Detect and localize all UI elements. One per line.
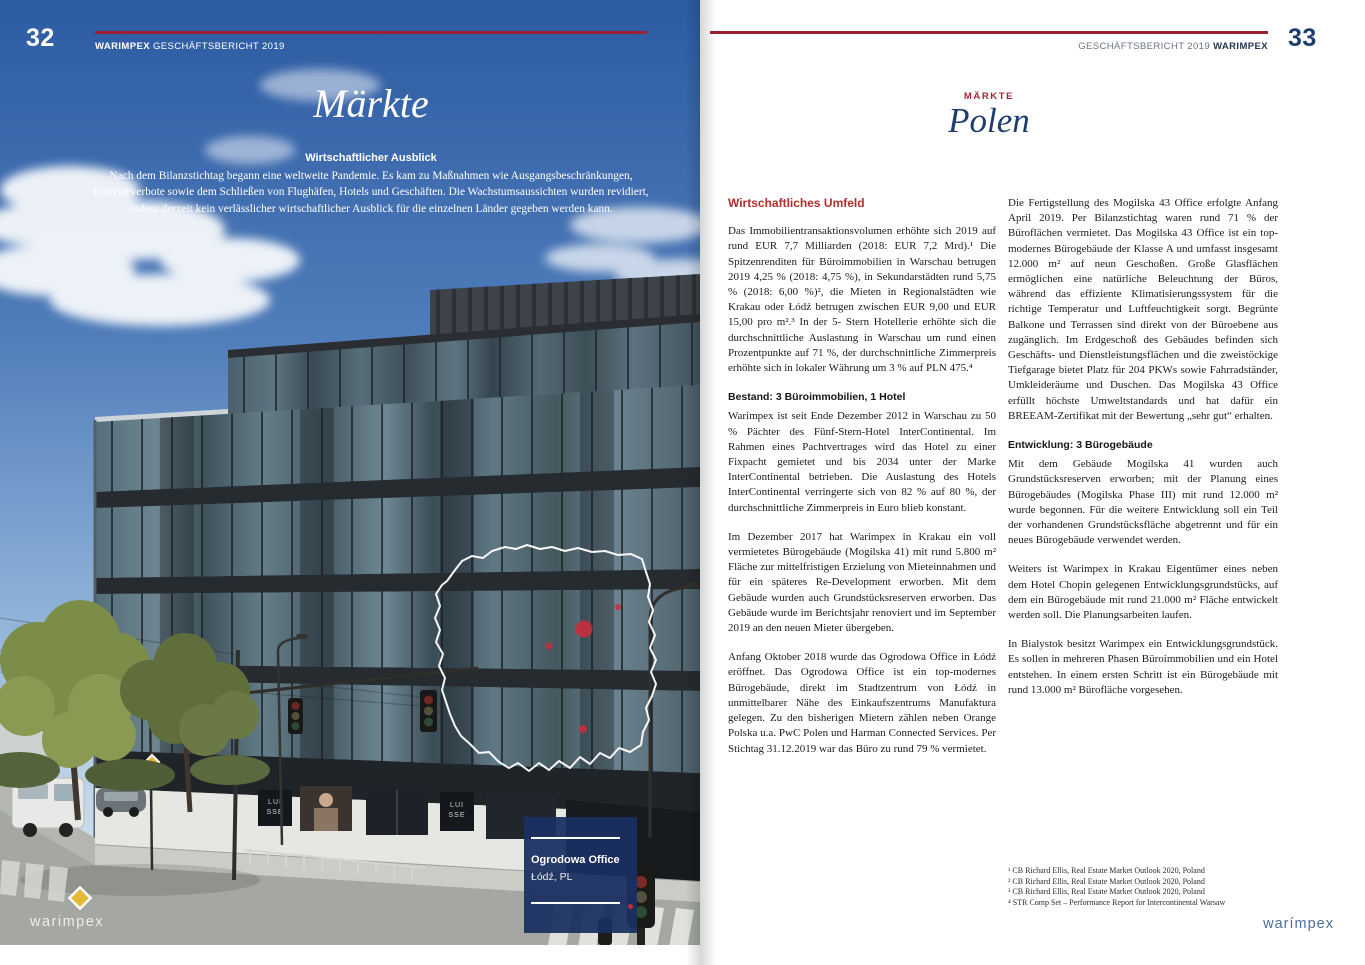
traffic-light [420,690,437,732]
footnote-item: ¹ CB Richard Ellis, Real Estate Market Outlook 2020, Poland [1008,866,1205,875]
footnotes [1008,866,1293,908]
brand-name: WARIMPEX [1213,41,1268,52]
page-fold-shadow [700,0,716,965]
map-dot [615,604,621,610]
caption-title: Ogrodowa Office [531,854,620,866]
paragraph: Warimpex ist seit Ende Dezember 2012 in Warschau zu 50 % Pächter des Fünf-Stern-Hotel InterContinental. Im Rahmen eines Pachtvertrages wird das Hotel zu einer Fixpacht gemietet und bis 2034 unter der Marke InterContinental betrieben. Die Auslastung des Hotels InterContinental verringerte sich von 82 % auf 80 %, der durchschnittliche Zimmerpreis in Euro blieb konstant. [728,410,996,514]
paragraph: Im Dezember 2017 hat Warimpex in Krakau ein voll vermietetes Bürogebäude (Mogilska 41) mit rund 5.800 m² Fläche zur mittelfristigen Erzielung von Mieteinnahmen und für ein späteres Re-Development erworben. Mit dem Gebäude wurden auch Grundstücksreserven erworben. Das Gebäude wurde im Berichtsjahr renoviert und im September 2019 an den neuen Mieter übergeben. [728,530,996,635]
report-header [710,41,1268,52]
map-dot [546,643,553,650]
section-heading: Wirtschaftliches Umfeld [728,196,865,210]
map-dot [579,725,587,733]
caption-location: Łódź, PL [531,871,573,883]
footnote-item: ³ CB Richard Ellis, Real Estate Market Outlook 2020, Poland [1008,887,1205,896]
text-column-1 [728,196,996,771]
traffic-light [288,698,303,734]
shop-sign-text: SSE [266,809,284,816]
photo-caption [524,817,637,933]
page-fold-shadow [686,0,700,965]
brand-name: WARIMPEX [95,41,150,52]
report-header [95,41,285,52]
report-title: GESCHÄFTSBERICHT 2019 [149,41,285,52]
section-rule [95,31,647,34]
paragraph: Anfang Oktober 2018 wurde das Ogrodowa Office in Łódź eröffnet. Das Ogrodowa Office ist ein top-modernes Bürogebäude, direkt im Stadtzentrum von Łódź in unmittelbarer Nähe des Einkaufszentrums Manufaktura gelegen. Zu den bisherigen Mietern zählen neben Orange Polska u.a. PwC Polen und Harman Connected Services. Per Stichtag 31.12.2019 war das Büro zu rund 79 % vermietet. [728,651,996,755]
section-rule [710,31,1268,34]
paragraph: Weiters ist Warimpex in Krakau Eigentümer eines neben dem Hotel Chopin gelegenen Entwicklungsgrundstücks, auf dem ein Bürogebäude mit rund 21.000 m² Fläche entwickelt werden soll. Die Planungsarbeiten laufen. [1008,563,1278,622]
subsection-heading: Bestand: 3 Büroimmobilien, 1 Hotel [728,391,906,404]
brand-logo: warímpex [1263,916,1334,932]
subsection-heading: Entwicklung: 3 Bürogebäude [1008,439,1153,452]
page-number: 33 [1288,24,1317,52]
paragraph: Mit dem Gebäude Mogilska 41 wurden auch Grundstücksreserven erworben; mit der Planung eines Bürogebäudes (Mogilska Phase III) mit rund 12.000 m² wurde begonnen. Für die weitere Entwicklung soll ein Teil der vorhandenen Grundstücksfläche abgetrennt und für ein neues Bürogebäude verwendet werden. [1008,458,1278,547]
country-title: Polen [948,101,1030,140]
shop-sign-text: LUI [450,802,464,809]
footnote-item: ² CB Richard Ellis, Real Estate Market Outlook 2020, Poland [1008,876,1205,886]
report-title: GESCHÄFTSBERICHT 2019 [1078,41,1214,52]
chapter-title: Märkte [313,81,429,126]
paragraph: Die Fertigstellung des Mogilska 43 Office erfolgte Anfang April 2019. Per Bilanzstichtag waren rund 71 % der Büroflächen vermietet. Das Mogilska 43 Office ist ein top-modernes Bürogebäude der Klasse A und umfasst insgesamt 12.000 m² auf neun Geschoßen. Große Glasflächen ermöglichen eine natürliche Beleuchtung der Büros, während das effiziente Klimatisierungssystem für die richtige Temperatur und Luftfeuchtigkeit sorgt. Begrünte Balkone und Terrassen sind direkt von der Büroebene aus zugänglich. Im Erdgeschoß des Gebäudes befinden sich Geschäfts- und Dienstleistungsflächen und die zweistöckige Tiefgarage bietet Platz für 204 PKWs sowie Fahrradständer, Umkleideräume und Duschen. Das Mogilska 43 Office erfüllt höchste Umweltstandards und hat dafür ein BREEAM-Zertifikat mit der Bewertung „sehr gut“ erhalten. [1008,197,1278,422]
map-dot-large [576,621,593,638]
caption-rule [531,837,620,839]
paragraph: In Bialystok besitzt Warimpex ein Entwicklungsgrundstück. Es sollen in mehreren Phasen Büroimmobilien und ein Hotel entstehen. In einem ersten Schritt ist ein Bürogebäude mit rund 13.000 m² Bürofläche vorgesehen. [1008,638,1278,696]
map-marker-dot [628,904,633,909]
caption-rule [531,902,620,904]
shop-sign-text: SSE [448,812,466,819]
page-number: 32 [26,24,55,52]
watermark-logo: warimpex [30,914,105,930]
outlook-heading: Wirtschaftlicher Ausblick [305,152,437,164]
footnote-item: ⁴ STR Comp Set – Performance Report for Intercontinental Warsaw [1008,897,1226,907]
shop-sign-text: LUI [268,799,282,806]
outlook-text: Nach dem Bilanzstichtag begann eine weltweite Pandemie. Es kam zu Maßnahmen wie Ausgangsbeschränkungen, Einreiseverbote sowie dem Schließen von Flughäfen, Hotels und Geschäften. Die Wachstumsaussichten wurden revidiert, sodass derzeit kein verlässlicher wirtschaftlicher Ausblick für die einzelnen Länder gegeben werden kann. [93,170,649,215]
text-column-2 [1008,196,1278,712]
paragraph: Das Immobilientransaktionsvolumen erhöhte sich 2019 auf rund EUR 7,7 Milliarden (2018: EUR 7,2 Mrd).¹ Die Spitzenrenditen für Büroimmobilien in Warschau betrugen 2019 4,25 % (2018: 4,75 %), in Sekundarstädten rund 5,75 % (2018: 6,00 %)², die Mieten in Regionalstädten wie Krakau oder Łódź betrugen zwischen EUR 9,00 und EUR 15,00 pro m².³ In der 5- Stern Hotellerie erhöhte sich die durchschnittliche Auslastung in Warschau um rund einen Prozentpunkte auf 71 %, der durchschnittliche Zimmerpreis erhöhte sich in lokaler Währung um 3 % auf PLN 475.⁴ [728,225,996,375]
shop-window [258,790,292,826]
section-kicker: MÄRKTE [963,91,1015,102]
